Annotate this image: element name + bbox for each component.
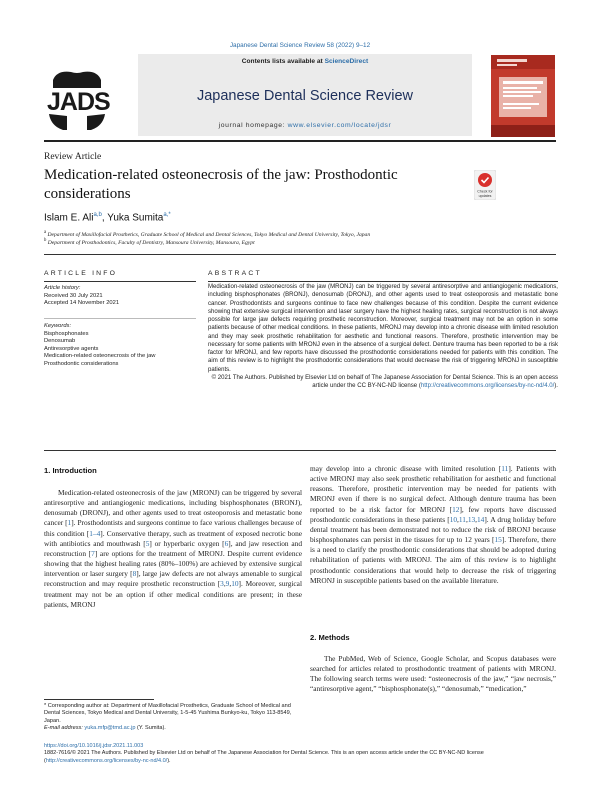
author-name[interactable]: Yuka Sumita xyxy=(107,212,164,224)
section-heading-methods: 2. Methods xyxy=(310,633,350,642)
keyword: Bisphosphonates xyxy=(44,330,89,337)
issn-license: 1882-7616/© 2021 The Authors. Published by Elsevier Ltd on behalf of The Japanese Association for Dental Science. This is an open access article under the CC BY-NC-ND license (http://creativecommons.org/licenses/by-nc-nd/4.0/). xyxy=(44,750,484,764)
abstract-heading: ABSTRACT xyxy=(208,270,262,277)
affiliation-text: Department of Prosthodontics, Faculty of Dentistry, Mansoura University, Mansoura, Egypt xyxy=(47,239,255,246)
license-link[interactable]: http://creativecommons.org/licenses/by-nc-nd/4.0/ xyxy=(420,383,555,389)
keywords-block xyxy=(44,323,156,369)
affiliation-mark: b xyxy=(44,238,47,243)
section-heading-introduction: 1. Introduction xyxy=(44,466,97,475)
citation-link[interactable]: 1 xyxy=(67,518,72,528)
crossmark-line1: Check for xyxy=(477,189,493,194)
citation-link[interactable]: 6 xyxy=(224,538,229,548)
article-info-heading: ARTICLE INFO xyxy=(44,270,118,277)
logo-text: JADS xyxy=(47,88,110,116)
abstract-text: Medication-related osteonecrosis of the jaw (MRONJ) can be triggered by several antiresorptive and antiangiogenic medications, including bisphosphonates (BRONJ), denosumab (DRONJ), and other agents used to treat osteoporosis and metastatic bone cancer. Prosthodontists and surgeons continue to face new challenges because of this condition. Despite the current evidence showing that extensive surgical intervention and laser surgery have the highest healing rates, surgical reconstruction is not always possible for large jaw defects requiring prosthetic reconstruction. Moreover, surgical treatment may not be an option in some patients because of other medical conditions. In these patients, MRONJ may develop into a chronic disease with limited resolution and they may seek prosthetic rehabilitation for aesthetic and functional reasons. Therefore, prosthetic intervention may be necessary for some patients with MRONJ even in the absence of a surgical defect. Denture trauma has been reported to be a risk factor for MRONJ, and few reports have discussed the prosthodontic considerations needed for patients with this condition. The aim of this review is to highlight the prosthodontic considerations that would decrease the risk of triggering MRONJ in susceptible patients. xyxy=(208,284,558,373)
header-rule xyxy=(44,140,556,142)
affiliation xyxy=(44,230,370,238)
accepted-date: Accepted 14 November 2021 xyxy=(44,300,120,307)
abstract-bottom-rule xyxy=(44,450,556,451)
received-date: Received 30 July 2021 xyxy=(44,292,103,299)
journal-homepage xyxy=(138,122,472,129)
author-name[interactable]: Islam E. Ali xyxy=(44,212,94,224)
citation-link[interactable]: 3 xyxy=(220,579,224,589)
citation-link[interactable]: 8 xyxy=(132,569,137,579)
check-for-updates-badge[interactable] xyxy=(474,170,496,200)
email-line: E-mail address: yuka.mfp@tmd.ac.jp (Y. Sumita). xyxy=(44,724,166,731)
introduction-text: Medication-related osteonecrosis of the jaw (MRONJ) can be triggered by several antiresorptive and antiangiogenic medications, including bisphosphonates (BRONJ), denosumab (DRONJ), and other agents used to treat osteoporosis and metastatic bone cancer [1]. Prosthodontists and surgeons continue to face various challenges because of this condition [1–4]. Conservative therapy, such as treatment of exposed necrotic bone with antibiotics and mouthwash [5] or hyperbaric oxygen [6], and jaw resection and reconstruction [7] are options for the treatment of MRONJ. Despite current evidence showing that the highest healing rates (80%–100%) are achieved by extensive surgical intervention or laser surgery [8], large jaw defects are not always amenable to surgical reconstruction and may require prosthetic reconstruction [3,9,10]. Moreover, surgical treatment may not be an option if other medical conditions are present; in these patients, MRONJ xyxy=(44,488,303,609)
affiliation-mark: a xyxy=(44,230,47,235)
article-info-rule xyxy=(44,281,196,282)
keyword: Antiresorptive agents xyxy=(44,345,99,352)
citation-link[interactable]: 13 xyxy=(467,514,476,524)
footnote-text: * Corresponding author at: Department of Maxillofacial Prosthetics, Graduate School of Medical and Dental Sciences, Tokyo Medical and Dental University, 1-5-45 Yushima Bunkyo-ku, Tokyo 113-8549, Japan. xyxy=(44,703,292,724)
citation-link[interactable]: 9 xyxy=(225,579,230,589)
abstract-body xyxy=(208,283,558,390)
article-title: Medication-related osteonecrosis of the jaw: Prosthodontic considerations xyxy=(44,167,398,202)
author-affiliation-mark[interactable]: a,* xyxy=(163,212,171,218)
homepage-link[interactable]: www.elsevier.com/locate/jdsr xyxy=(287,122,392,129)
abstract-copyright: © 2021 The Authors. Published by Elsevier Ltd on behalf of The Japanese Association for Dental Science. This is an open access article under the CC BY-NC-ND license (http://creativecommons.org/licenses/by-nc-nd/4.0/). xyxy=(211,374,558,389)
citation-link[interactable]: 7 xyxy=(91,548,95,558)
abstract-rule xyxy=(208,281,558,282)
crossmark-icon xyxy=(474,170,496,200)
journal-reference[interactable]: Japanese Dental Science Review 58 (2022) 9–12 xyxy=(229,42,371,49)
doi-link[interactable]: https://doi.org/10.1016/j.jdsr.2021.11.003 xyxy=(44,743,144,749)
sciencedirect-link[interactable]: ScienceDirect xyxy=(324,58,369,65)
methods-text: The PubMed, Web of Science, Google Scholar, and Scopus databases were searched for articles related to prosthodontic treatment of patients with MRONJ. The following search terms were used: “osteonecrosis of the jaw,” “jaw necrosis,” “antiresorptive agent,” “bisphosphonate(s),” “denosumab,” “medication,” xyxy=(310,654,556,694)
history-label: Article history: xyxy=(44,285,81,291)
citation-link[interactable]: 11 xyxy=(501,464,509,473)
meta-rule xyxy=(44,254,556,255)
keyword: Denosumab xyxy=(44,338,76,345)
homepage-prefix: journal homepage: xyxy=(218,122,288,129)
keyword: Prosthodontic considerations xyxy=(44,360,119,367)
article-type: Review Article xyxy=(44,152,102,162)
affiliation-text: Department of Maxillofacial Prosthetics, Graduate School of Medical and Dental Sciences, Tokyo Medical and Dental University, Tokyo, Japan xyxy=(47,231,371,238)
corresponding-author-footnote xyxy=(44,703,302,732)
keywords-label: Keywords: xyxy=(44,323,72,329)
citation-link[interactable]: 10 xyxy=(231,579,239,589)
citation-link[interactable]: 1–4 xyxy=(89,528,101,538)
contents-line xyxy=(138,58,472,65)
footnote-rule xyxy=(44,699,154,700)
article-history xyxy=(44,285,119,308)
jads-logo xyxy=(43,68,131,134)
citation-link[interactable]: 11 xyxy=(458,514,466,524)
journal-title: Japanese Dental Science Review xyxy=(196,88,413,104)
citation-link[interactable]: 14 xyxy=(477,514,485,524)
citation-link[interactable]: 10 xyxy=(449,514,458,524)
author-affiliation-mark[interactable]: a,b xyxy=(93,212,102,218)
journal-cover-thumbnail[interactable] xyxy=(491,55,555,137)
cover-art-icon xyxy=(491,55,555,137)
keyword: Medication-related osteonecrosis of the jaw xyxy=(44,353,156,360)
right-column-text: may develop into a chronic disease with limited resolution [11]. Patients with active MRONJ may also seek prosthetic rehabilitation for aesthetic and functional reasons. Therefore, prosthetic intervention may be needed for patients with MRONJ even if there is no surgical defect. Although denture trauma has been reported to be a risk factor for MRONJ [12], few reports have discussed prosthodontic considerations in these patients [10,11,13,14]. A drug holiday before dental treatment has been demonstrated not to reduce the risk of BRONJ because bisphosphonates can persist in the tissues for up to 12 years [15]. Therefore, there is a need to clarify the prosthodontic considerations that should be adopted during rehabilitation of patients with MRONJ. The aim of this review is to highlight prosthodontic considerations that would help to decrease the risk of triggering MRONJ in susceptible patients based on the available literature. xyxy=(310,464,556,585)
author-list: Islam E. Ali$^{a,b}$, Yuka Sumita$^{a,*}$ xyxy=(44,212,171,224)
citation-link[interactable]: 5 xyxy=(145,538,150,548)
crossmark-line2: updates xyxy=(478,194,492,198)
history-rule xyxy=(44,318,196,319)
affiliation xyxy=(44,238,255,246)
email-link[interactable]: yuka.mfp@tmd.ac.jp xyxy=(84,724,136,731)
article-doi-block xyxy=(44,743,560,765)
contents-prefix: Contents lists available at xyxy=(241,58,325,65)
citation-link[interactable]: 12 xyxy=(452,504,460,514)
citation-link[interactable]: 15 xyxy=(494,535,502,545)
bottom-license-link[interactable]: http://creativecommons.org/licenses/by-nc-nd/4.0/ xyxy=(45,757,168,764)
